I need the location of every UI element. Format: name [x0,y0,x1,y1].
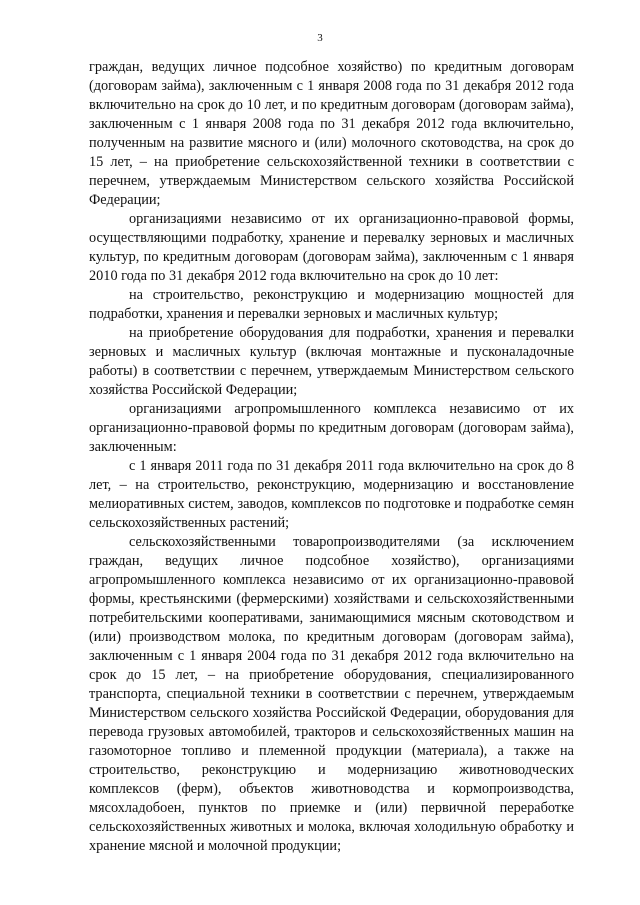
paragraph: организациями независимо от их организационно-правовой формы, осуществляющими подработку, хранение и перевалку зерновых и масличных культур, по кредитным договорам (договорам займа), заключенным с 1 января 2010 года по 31 декабря 2012 года включительно на срок до 10 лет: [89,211,574,284]
paragraph: на приобретение оборудования для подработки, хранения и перевалки зерновых и масличных культур (включая монтажные и пусконаладочные работы) в соответствии с перечнем, утверждаемым Министерством сельского хозяйства Российской Федерации; [89,325,574,398]
paragraph: на строительство, реконструкцию и модернизацию мощностей для подработки, хранения и перевалки зерновых и масличных культур; [89,287,574,322]
document-body [89,58,574,856]
paragraph: сельскохозяйственными товаропроизводителями (за исключением граждан, ведущих личное подсобное хозяйство), организациями агропромышленного комплекса независимо от их организационно-правовой формы, крестьянскими (фермерскими) хозяйствами и сельскохозяйственными потребительскими кооперативами, занимающимися мясным скотоводством и (или) производством молока, по кредитным договорам (договорам займа), заключенным с 1 января 2004 года по 31 декабря 2012 года включительно на срок до 15 лет, – на приобретение оборудования, специализированного транспорта, специальной техники в соответствии с перечнем, утверждаемым Министерством сельского хозяйства Российской Федерации, оборудования для перевода грузовых автомобилей, тракторов и сельскохозяйственных машин на газомоторное топливо и племенной продукции (материала), а также на строительство, реконструкцию и модернизацию животноводческих комплексов (ферм), объектов животноводства и кормопроизводства, мясохладобоен, пунктов по приемке и (или) первичной переработке сельскохозяйственных животных и молока, включая холодильную обработку и хранение мясной и молочной продукции; [89,534,574,854]
paragraph: организациями агропромышленного комплекса независимо от их организационно-правовой формы по кредитным договорам (договорам займа), заключенным: [89,401,574,455]
page-number: 3 [317,32,323,44]
paragraph-continuation: граждан, ведущих личное подсобное хозяйство) по кредитным договорам (договорам займа), заключенным с 1 января 2008 года по 31 декабря 2012 года включительно на срок до 10 лет, и по кредитным договорам (договорам займа), заключенным с 1 января 2008 года по 31 декабря 2012 года включительно, полученным на развитие мясного и (или) молочного скотоводства, на срок до 15 лет, – на приобретение сельскохозяйственной техники в соответствии с перечнем, утверждаемым Министерством сельского хозяйства Российской Федерации; [89,59,574,208]
paragraph: с 1 января 2011 года по 31 декабря 2011 года включительно на срок до 8 лет, – на строительство, реконструкцию, модернизацию и восстановление мелиоративных систем, заводов, комплексов по подготовке и подработке семян сельскохозяйственных растений; [89,458,574,531]
